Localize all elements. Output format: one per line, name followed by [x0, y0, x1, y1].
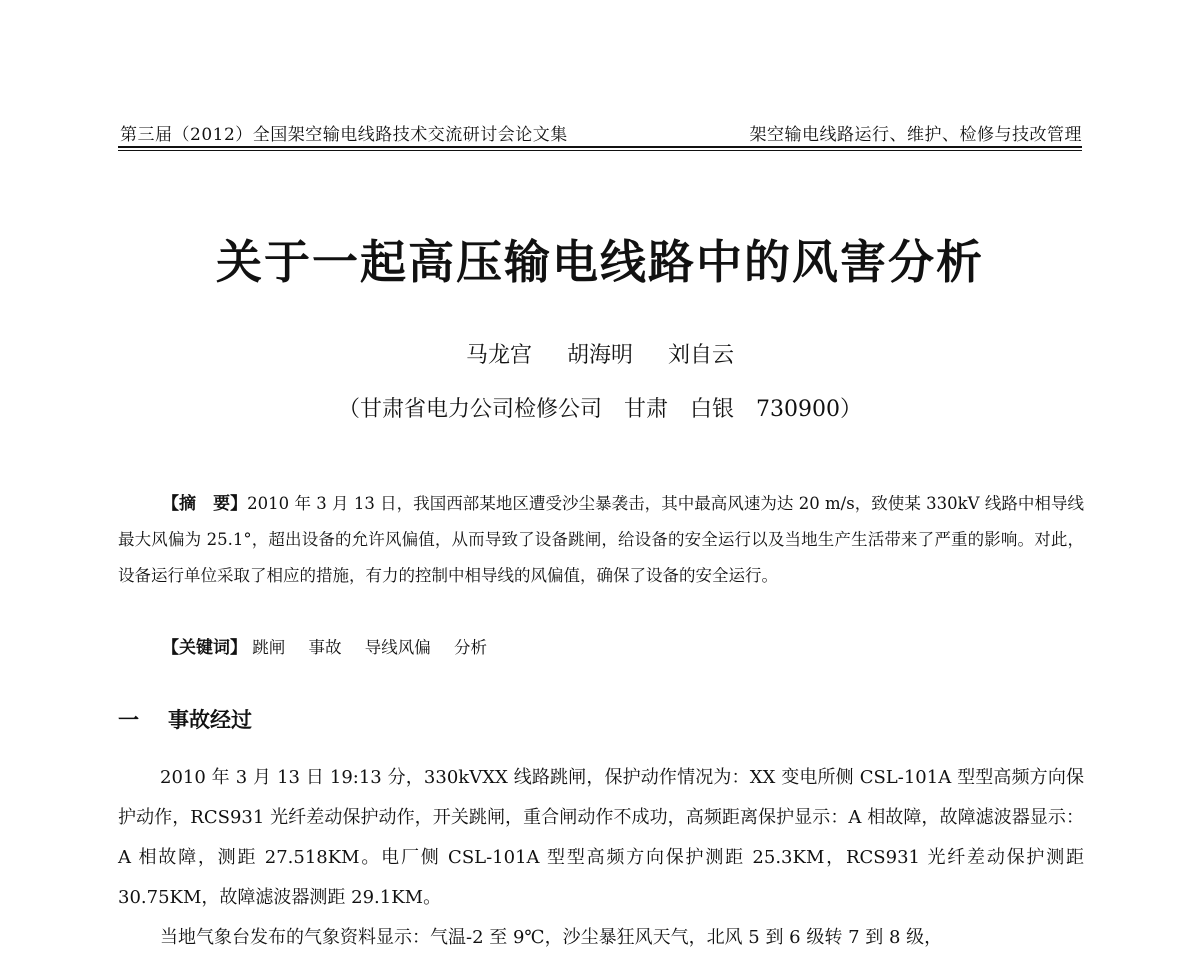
section-number: 一	[118, 708, 139, 732]
keyword-term: 分析	[454, 638, 487, 657]
author-name: 马龙宫	[465, 343, 532, 368]
keyword-term: 跳闸	[252, 638, 286, 657]
header-rule-thin	[118, 150, 1082, 151]
paper-title: 关于一起高压输电线路中的风害分析	[216, 235, 984, 289]
affiliation: （甘肃省电力公司检修公司 甘肃 白银 730900）	[338, 397, 862, 422]
abstract	[118, 486, 1084, 594]
keyword-term: 导线风偏	[364, 638, 431, 657]
body-paragraph: 2010 年 3 月 13 日 19:13 分，330kVXX 线路跳闸，保护动作情况为：XX 变电所侧 CSL-101A 型型高频方向保护动作，RCS931 光纤差动保护动作，开关跳闸，重合闸动作不成功，高频距离保护显示：A 相故障，故障滤波器显示：A 相故障，测距 27.518KM。电厂侧 CSL-101A 型型高频方向保护测距 25.3KM，RCS931 光纤差动保护测距 30.75KM，故障滤波器测距 29.1KM。	[118, 767, 1084, 908]
author-name: 胡海明	[566, 343, 633, 368]
section-title: 事故经过	[168, 708, 252, 732]
running-header-left: 第三届（2012）全国架空输电线路技术交流研讨会论文集	[120, 125, 568, 145]
body-paragraph: 当地气象台发布的气象资料显示：气温-2 至 9℃，沙尘暴狂风天气，北风 5 到 6 级转 7 到 8 级，	[160, 927, 943, 948]
running-header-right: 架空输电线路运行、维护、检修与技改管理	[749, 125, 1082, 145]
header-rule-thick	[118, 146, 1082, 148]
keywords	[162, 634, 505, 662]
author-name: 刘自云	[668, 343, 735, 368]
author-list	[0, 338, 1200, 369]
abstract-label: 【摘 要】	[162, 494, 248, 514]
keywords-label: 【关键词】	[162, 638, 247, 658]
keyword-term: 事故	[308, 638, 342, 657]
section-heading	[118, 704, 252, 734]
abstract-text: 2010 年 3 月 13 日，我国西部某地区遭受沙尘暴袭击，其中最高风速为达 20 m/s，致使某 330kV 线路中相导线最大风偏为 25.1°，超出设备的允许风偏值，从而导致了设备跳闸，给设备的安全运行以及当地生产生活带来了严重的影响。对此，设备运行单位采取了相应的措施，有力的控制中相导线的风偏值，确保了设备的安全运行。	[118, 494, 1085, 585]
